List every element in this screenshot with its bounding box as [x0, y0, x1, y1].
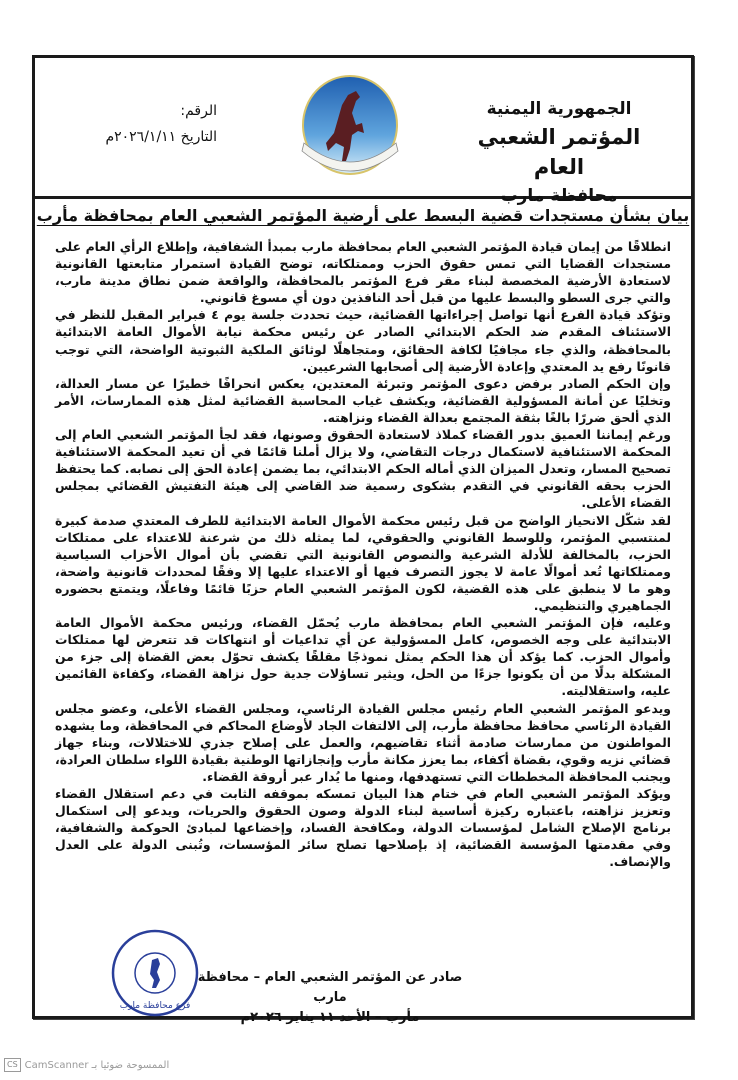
paragraph: وإن الحكم الصادر برفض دعوى المؤتمر وتبرئة المعتدين، يعكس انحرافًا خطيرًا عن مسار العدالة، وتخليًا عن أمانة المسؤولية القضائية، ويكشف غياب المحاسبة القضائية لمثل هذه الممارسات، الأمر الذي ألحق ضررًا بالغًا بثقة المجتمع بعدالة القضاء ونزاهته. [55, 375, 671, 425]
reference-number-label: الرقم: [180, 103, 217, 119]
paragraph: انطلاقًا من إيمان قيادة المؤتمر الشعبي العام بمحافظة مارب بمبدأ الشفافية، وإطلاع الرأي العام على مستجدات القضايا التي تمس حقوق الحزب وممتلكاته، توضح القيادة استمرار متابعتها القانونية لاستعادة الأرضية المخصصة لبناء مقر فرع المؤتمر بالمحافظة، والواقعة ضمن نطاق مدينة مارب، والتي جرى السطو والبسط عليها من قبل أحد النافذين دون أي مسوغ قانوني. [55, 239, 671, 306]
statement-title: بيان بشأن مستجدات قضية البسط على أرضية المؤتمر الشعبي العام بمحافظة مأرب [36, 206, 690, 225]
watermark-text: CamScanner الممسوحة ضوئيا بـ [24, 1059, 170, 1071]
signature-block [185, 968, 475, 1028]
camscanner-logo-icon: CS [4, 1058, 21, 1072]
issuer-line: صادر عن المؤتمر الشعبي العام – محافظة مارب [197, 970, 463, 1005]
paragraph: ورغم إيماننا العميق بدور القضاء كملاذ لاستعادة الحقوق وصونها، فقد لجأ المؤتمر الشعبي العام إلى المحكمة الاستئنافية لاستكمال درجات التقاضي، ولا يزال أملنا قائمًا في أن تعيد المحكمة الاستئنافية تصحيح المسار، وتعدل الميزان الذي أماله الحكم الابتدائي، بما يضمن إعادة الحق إلى نصابه. كما يحتفظ الحزب بحقه القانوني في التقدم بشكوى رسمية ضد القاضي إلى هيئة التفتيش القضائي بمجلس القضاء الأعلى. [55, 427, 671, 511]
country-name: الجمهورية اليمنية [486, 99, 632, 119]
paragraph: وتؤكد قيادة الفرع أنها تواصل إجراءاتها القضائية، حيث تحددت جلسة يوم ٤ فبراير المقبل للنظر في الاستئناف المقدم ضد الحكم الابتدائي الصادر عن رئيس محكمة نيابة الأموال العامة الابتدائية بالمحافظة، والذي جاء مجافيًا لكافة الحقائق، ومتجاهلًا لوثائق الملكية الثبوتية الواضحة، التي توجب قانونًا رفع يد المعتدي وإعادة الأرضية إلى أصحابها الشرعيين. [55, 307, 671, 374]
svg-text:فرع محافظة مارب: فرع محافظة مارب [119, 1001, 191, 1011]
place-date-line: مأرب – الأحد ١١ يناير ٢٠٢٦م [240, 1010, 420, 1025]
gpc-horse-emblem-icon [290, 73, 410, 183]
paragraph: لقد شكّل الانحياز الواضح من قبل رئيس محكمة الأموال العامة الابتدائية للطرف المعتدي صدمة كبيرة لمنتسبي المؤتمر، وللوسط القانوني والحقوقي، لما يمثله ذلك من شرعنة للاعتداء على ممتلكات الحزب، بالمخالفة للأدلة الشرعية والنصوص القانونية التي تقضي بأن أموال الأحزاب السياسية وممتلكاتها تُعد أموالًا عامة لا يجوز التصرف فيها أو الاعتداء عليها إلا وفقًا لمحددات قانونية واضحة، وهو ما لا ينطبق على هذه القضية، لكون المؤتمر الشعبي العام حزبًا قائمًا وفاعلًا، ويتمتع بحضوره الجماهيري والتنظيمي. [55, 512, 671, 613]
letterhead-org [449, 96, 669, 210]
document-date: التاريخ ٢٠٢٦/١/١١م [105, 129, 217, 145]
party-name: المؤتمر الشعبي العام [477, 125, 641, 179]
statement-body [55, 238, 671, 870]
reference-block [47, 98, 217, 150]
governorate-name: محافظة مارب [500, 186, 618, 206]
camscanner-watermark [4, 1057, 169, 1073]
letterhead [35, 58, 691, 206]
letter-frame [32, 55, 694, 1025]
paragraph: وعليه، فإن المؤتمر الشعبي العام بمحافظة مارب يُحمّل القضاء، ورئيس محكمة الأموال العامة الابتدائية على وجه الخصوص، كامل المسؤولية عن أي تداعيات أو انتهاكات قد تتعرض لها ممتلكات وأموال الحزب. كما يؤكد أن هذا الحكم يمثل نموذجًا مقلقًا يكشف تحوّل بعض القضاة إلى جزء من المشكلة بدلًا من أن يكونوا جزءًا من الحل، ويثير تساؤلات جدية حول نزاهة القضاء، وكفاءة القائمين عليه، واستقلاليته. [55, 615, 671, 699]
paragraph: ويدعو المؤتمر الشعبي العام رئيس مجلس القيادة الرئاسي، ومجلس القضاء الأعلى، وعضو مجلس القيادة الرئاسي محافظ محافظة مأرب، إلى الالتفات الجاد لأوضاع المحاكم في المحافظة، وما يشهده المواطنون من ممارسات صادمة أثناء تقاضيهم، والعمل على إصلاح جذري للاختلالات، وبناء جهاز قضائي نزيه وقوي، بقضاة أكفاء، بما يعزز مكانة مأرب وإنجازاتها الوطنية بقيادة اللواء سلطان العرادة، ويجنب المحافظة المخططات التي تستهدفها، ومنها ما يُدار عبر أروقة القضاء. [55, 700, 671, 784]
paragraph: ويؤكد المؤتمر الشعبي العام في ختام هذا البيان تمسكه بموقفه الثابت في دعم استقلال القضاء وتعزيز نزاهته، باعتباره ركيزة أساسية لبناء الدولة وصون الحقوق والحريات، ويدعو إلى استكمال برنامج الإصلاح الشامل لمؤسسات الدولة، ومكافحة الفساد، وإخضاعها لمبادئ الحوكمة والشفافية، وفي مقدمتها المؤسسة القضائية، إذ بإصلاحها تصلح سائر المؤسسات، وتُبنى الدولة على العدل والإنصاف. [55, 786, 671, 870]
